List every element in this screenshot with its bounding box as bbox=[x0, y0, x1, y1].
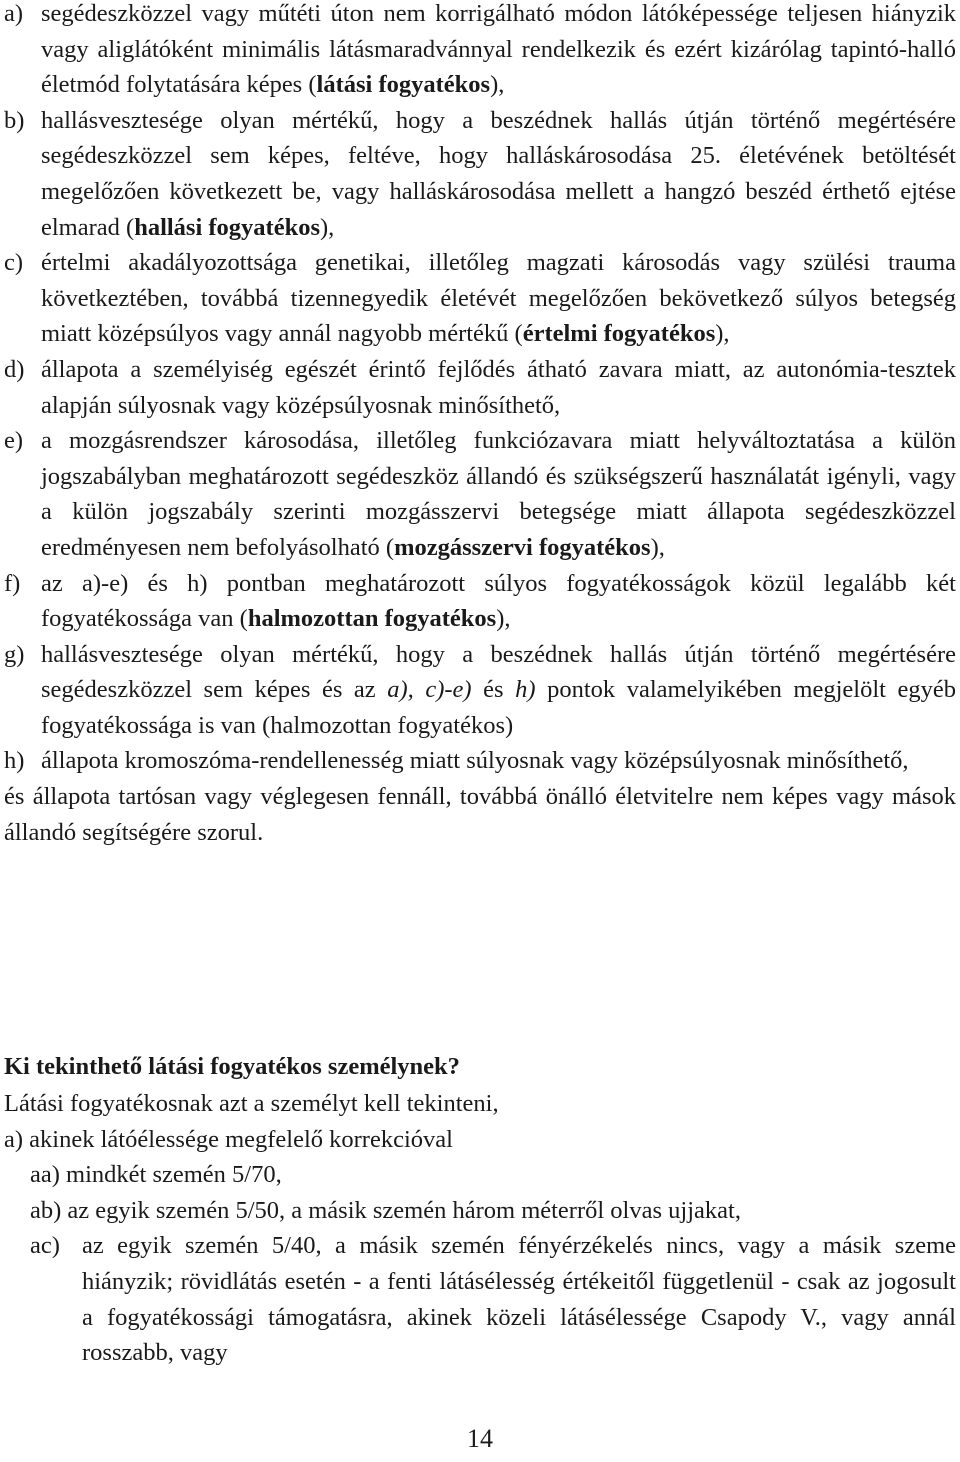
list-item-b bbox=[0, 103, 956, 245]
list-item-text: hallásvesztesége olyan mértékű, hogy a beszédnek hallás útján történő megértésére segédeszközzel sem képes, feltéve, hogy halláskárosodása 25. életévének betöltését megelőzően következett be, vagy halláskárosodása mellett a hangzó beszéd érthető ejtése elmarad (hallási fogyatékos), bbox=[41, 106, 956, 241]
sub-item-text: az egyik szemén 5/40, a másik szemén fényérzékelés nincs, vagy a másik szeme hiányzik; rövidlátás esetén - a fenti látásélesség értékeitől függetlenül - csak az jogosult a fogyatékossági támogatásra, akinek közeli látásélessége Csapody V., vagy annál rosszabb, vagy bbox=[82, 1232, 956, 1367]
list-item-text: segédeszközzel vagy műtéti úton nem korrigálható módon látóképessége teljesen hiányzik vagy aliglátóként minimális látásmaradvánnyal rendelkezik és ezért kizárólag tapintó-halló életmód folytatására képes (látási fogyatékos), bbox=[41, 0, 956, 99]
list-item-text: állapota kromoszóma-rendellenesség miatt súlyosnak vagy középsúlyosnak minősíthető, bbox=[41, 747, 909, 775]
list-item-text: az a)-e) és h) pontban meghatározott súlyos fogyatékosságok közül legalább két fogyatékossága van (halmozottan fogyatékos), bbox=[41, 569, 956, 633]
sub-item-ac bbox=[0, 1228, 956, 1370]
list-marker: h) bbox=[4, 747, 25, 775]
term-bold: értelmi fogyatékos bbox=[522, 320, 716, 348]
list-item-text: állapota a személyiség egészét érintő fejlődés átható zavara miatt, az autonómia-tesztek alapján súlyosnak vagy középsúlyosnak minősíthető, bbox=[41, 355, 956, 419]
list-item-f bbox=[0, 566, 956, 637]
intro-line: Látási fogyatékosnak azt a személyt kell tekinteni, bbox=[4, 1090, 499, 1117]
list-marker: d) bbox=[4, 355, 25, 383]
sub-marker: ab) bbox=[30, 1196, 62, 1224]
term-bold: mozgásszervi fogyatékos bbox=[394, 533, 651, 561]
term-bold: halmozottan fogyatékos bbox=[247, 605, 497, 633]
list-item-a bbox=[0, 0, 956, 103]
visual-impairment-section bbox=[0, 1086, 956, 1371]
sub-item-ab bbox=[0, 1193, 956, 1229]
list-marker: b) bbox=[4, 106, 25, 134]
reference-italic: a), bbox=[387, 676, 414, 704]
list-marker: e) bbox=[4, 427, 24, 455]
list-item-e bbox=[0, 423, 956, 565]
list-marker: g) bbox=[4, 640, 25, 668]
list-item-d bbox=[0, 352, 956, 423]
term-bold: látási fogyatékos bbox=[316, 71, 491, 99]
section-heading: Ki tekinthető látási fogyatékos személynek? bbox=[4, 1053, 460, 1080]
list-item-text: a mozgásrendszer károsodása, illetőleg funkciózavara miatt helyváltoztatása a külön jogszabályban meghatározott segédeszköz állandó és szükségszerű használatát igényli, vagy a külön jogszabály szerinti mozgásszervi betegsége miatt állapota segédeszközzel eredményesen nem befolyásolható (mozgásszervi fogyatékos), bbox=[41, 427, 956, 561]
list-item-text: értelmi akadályozottsága genetikai, illetőleg magzati károsodás vagy szülési trauma következtében, továbbá tizennegyedik életévét megelőzően bekövetkező súlyos betegség miatt középsúlyos vagy annál nagyobb mértékű (értelmi fogyatékos), bbox=[41, 249, 956, 348]
sub-item-aa bbox=[0, 1157, 956, 1193]
list-marker: c) bbox=[4, 249, 24, 277]
term-bold: hallási fogyatékos bbox=[134, 213, 320, 241]
list-marker: a) bbox=[4, 0, 24, 27]
reference-italic: h) bbox=[515, 676, 536, 704]
list-item-text: hallásvesztesége olyan mértékű, hogy a beszédnek hallás útján történő megértésére segédeszközzel sem képes és az a), c)-e) és h) pontok valamelyikében megjelölt egyéb fogyatékossága is van (halmozottan fogyatékos) bbox=[41, 640, 957, 739]
list-item-c bbox=[0, 245, 956, 352]
reference-italic: c)-e) bbox=[425, 676, 472, 704]
list-marker: f) bbox=[4, 569, 21, 597]
point-a: a) akinek látóélessége megfelelő korrekcióval bbox=[4, 1125, 453, 1153]
sub-item-text: mindkét szemén 5/70, bbox=[66, 1161, 282, 1189]
sub-marker: aa) bbox=[30, 1161, 60, 1189]
list-item-h bbox=[0, 743, 956, 779]
closing-paragraph: és állapota tartósan vagy véglegesen fennáll, továbbá önálló életvitelre nem képes vagy mások állandó segítségére szorul. bbox=[4, 783, 956, 846]
sub-marker: ac) bbox=[30, 1232, 60, 1260]
page-number: 14 bbox=[467, 1424, 493, 1453]
sub-item-text: az egyik szemén 5/50, a másik szemén három méterről olvas ujjakat, bbox=[67, 1196, 741, 1224]
list-item-g bbox=[0, 637, 956, 744]
